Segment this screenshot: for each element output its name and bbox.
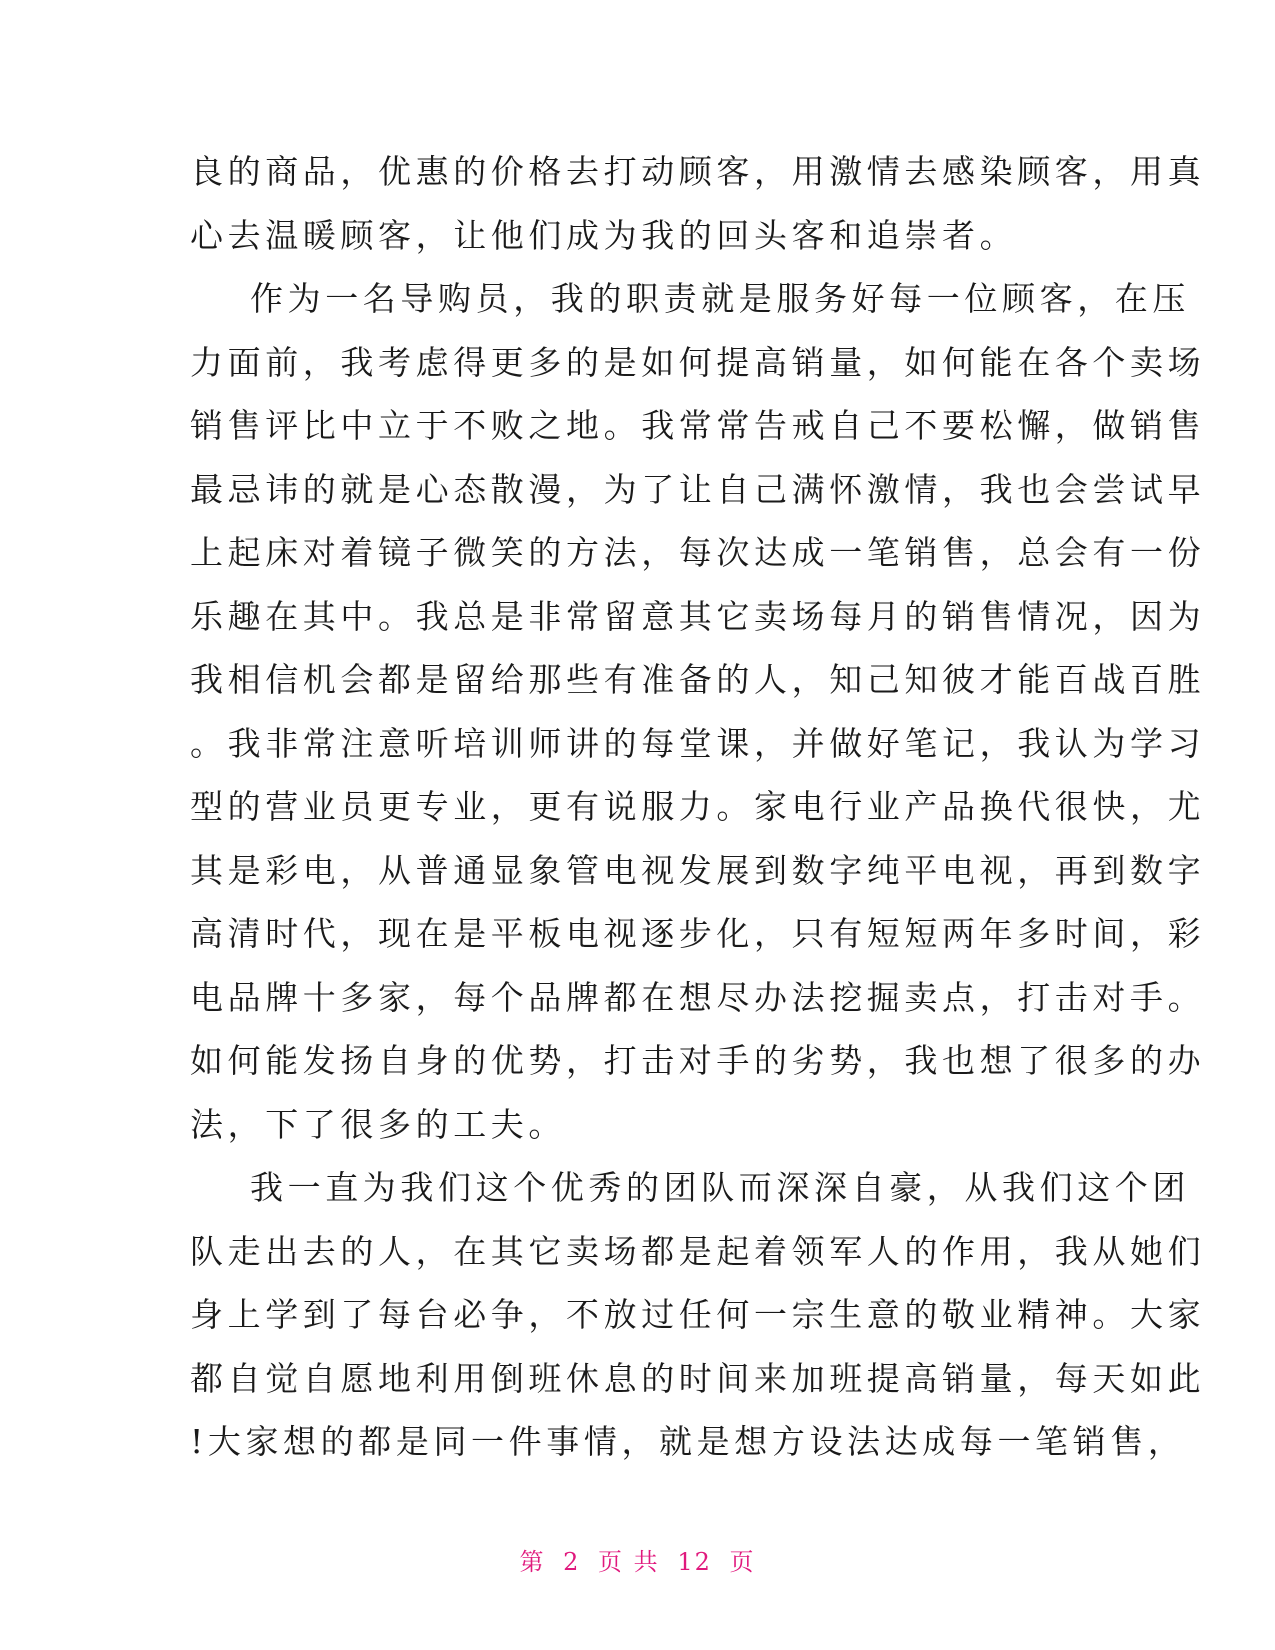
- text-line: 。我非常注意听培训师讲的每堂课，并做好笔记，我认为学习: [190, 723, 1206, 763]
- text-line: 都自觉自愿地利用倒班休息的时间来加班提高销量，每天如此: [190, 1358, 1206, 1398]
- footer-middle: 页 共: [598, 1548, 660, 1576]
- text-line: 如何能发扬自身的优势，打击对手的劣势，我也想了很多的办: [190, 1041, 1206, 1080]
- text-line: 力面前，我考虑得更多的是如何提高销量，如何能在各个卖场: [190, 342, 1206, 382]
- page-footer: [0, 1542, 1275, 1577]
- text-line: !大家想的都是同一件事情，就是想方设法达成每一笔销售，: [190, 1422, 1186, 1461]
- text-line: 法，下了很多的工夫。: [190, 1104, 566, 1144]
- text-line: 销售评比中立于不败之地。我常常告戒自己不要松懈，做销售: [190, 406, 1206, 445]
- text-line: 我一直为我们这个优秀的团队而深深自豪，从我们这个团: [250, 1168, 1190, 1207]
- text-line: 身上学到了每台必争，不放过任何一宗生意的敬业精神。大家: [190, 1295, 1206, 1334]
- text-line: 高清时代，现在是平板电视逐步化，只有短短两年多时间，彩: [190, 914, 1206, 953]
- text-line: 良的商品，优惠的价格去打动顾客，用激情去感染顾客，用真: [190, 152, 1206, 191]
- text-line: 作为一名导购员，我的职责就是服务好每一位顾客，在压: [250, 279, 1190, 318]
- footer-current-page: 2: [563, 1548, 581, 1576]
- text-line: 上起床对着镜子微笑的方法，每次达成一笔销售，总会有一份: [190, 533, 1206, 572]
- text-line: 电品牌十多家，每个品牌都在想尽办法挖掘卖点，打击对手。: [190, 977, 1206, 1017]
- text-line: 其是彩电，从普通显象管电视发展到数字纯平电视，再到数字: [190, 850, 1206, 890]
- footer-prefix: 第: [519, 1548, 546, 1576]
- footer-total-pages: 12: [677, 1548, 712, 1576]
- text-line: 心去温暖顾客，让他们成为我的回头客和追崇者。: [190, 215, 1018, 255]
- text-line: 乐趣在其中。我总是非常留意其它卖场每月的销售情况，因为: [190, 596, 1206, 636]
- text-line: 型的营业员更专业，更有说服力。家电行业产品换代很快，尤: [190, 787, 1206, 826]
- text-line: 队走出去的人，在其它卖场都是起着领军人的作用，我从她们: [190, 1231, 1206, 1271]
- text-line: 我相信机会都是留给那些有准备的人，知己知彼才能百战百胜: [190, 660, 1206, 699]
- body-text: [190, 140, 1206, 1474]
- footer-suffix: 页: [729, 1548, 756, 1576]
- text-line: 最忌讳的就是心态散漫，为了让自己满怀激情，我也会尝试早: [190, 469, 1206, 509]
